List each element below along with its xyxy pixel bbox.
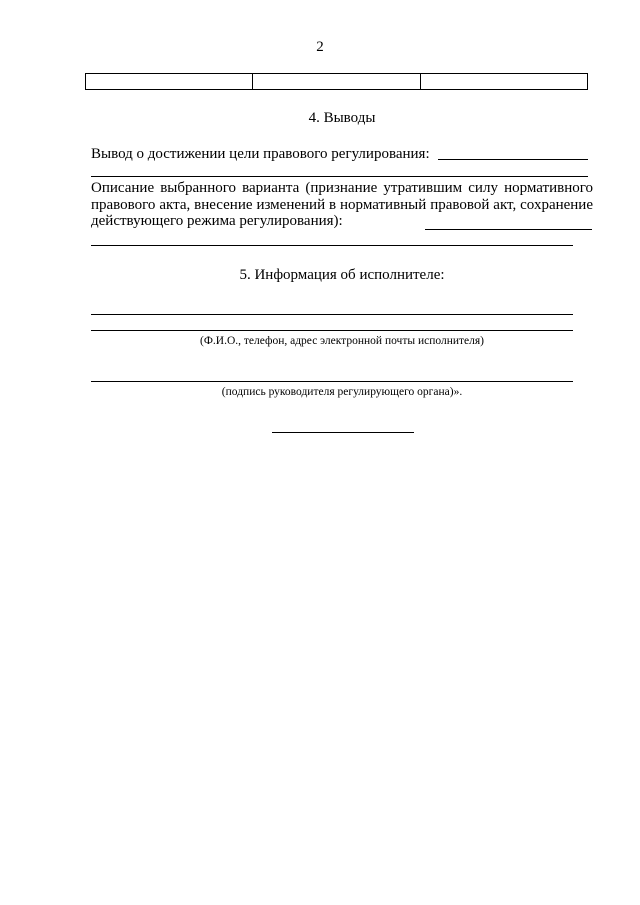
continuation-table	[85, 73, 588, 90]
table-cell	[86, 74, 253, 90]
page-number: 2	[316, 39, 324, 55]
end-of-document-rule	[272, 432, 414, 433]
table-row	[86, 74, 588, 90]
goal-achievement-blank-line-2[interactable]	[91, 176, 588, 177]
executor-caption: (Ф.И.О., телефон, адрес электронной почты исполнителя)	[199, 335, 485, 347]
goal-achievement-blank[interactable]	[438, 159, 588, 160]
goal-achievement-line	[91, 145, 430, 163]
signature-blank-line[interactable]	[91, 381, 573, 382]
section-4-heading: 4. Выводы	[308, 110, 376, 126]
executor-blank-line-1[interactable]	[91, 314, 573, 315]
selected-option-label: Описание выбранного варианта (признание утратившим силу нормативного правового акта, внесение изменений в нормативный правовой акт, сохранение действующего режима регулирования):	[91, 180, 593, 229]
table-cell	[420, 74, 587, 90]
goal-achievement-label: Вывод о достижении цели правового регулирования:	[91, 146, 430, 162]
selected-option-blank-line-2[interactable]	[91, 245, 573, 246]
selected-option-blank[interactable]	[425, 229, 592, 230]
signature-caption: (подпись руководителя регулирующего органа)».	[221, 386, 463, 398]
table-cell	[253, 74, 420, 90]
selected-option-paragraph	[91, 180, 593, 230]
executor-blank-line-2[interactable]	[91, 330, 573, 331]
section-5-heading: 5. Информация об исполнителе:	[239, 267, 445, 283]
